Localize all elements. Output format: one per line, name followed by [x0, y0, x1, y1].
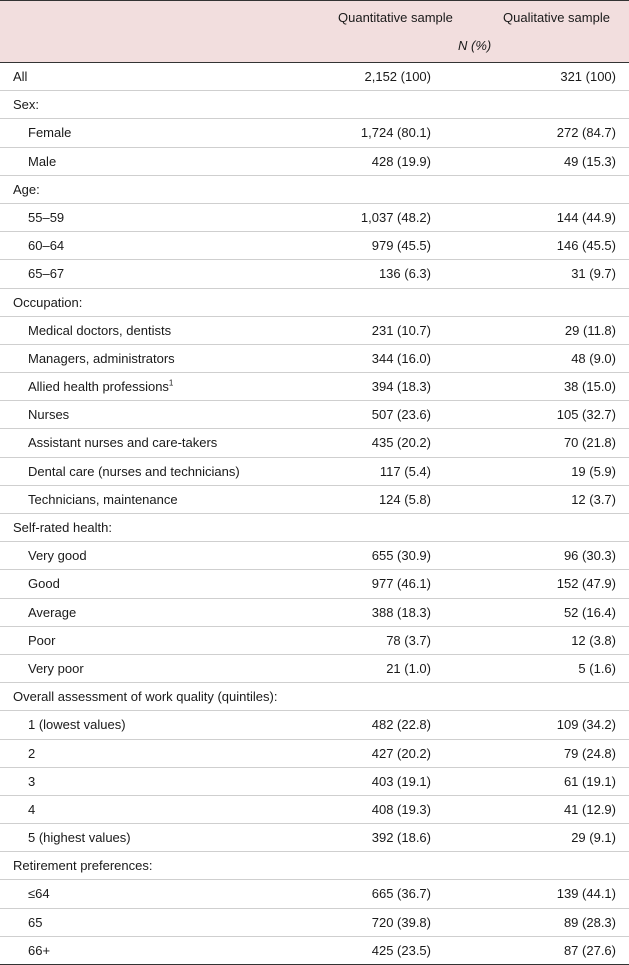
table-row — [0, 740, 629, 768]
table-row — [0, 486, 629, 514]
table-row — [0, 232, 629, 260]
quantitative-value: 344 (16.0) — [371, 350, 431, 366]
row-label — [28, 351, 175, 366]
row-label-text: Allied health professions — [28, 379, 169, 395]
table-row — [0, 458, 629, 486]
row-label — [13, 182, 40, 197]
quantitative-value: 392 (18.6) — [371, 830, 431, 846]
qualitative-value: 52 (16.4) — [563, 604, 616, 620]
footnote-marker: 1 — [168, 378, 174, 388]
table-row — [0, 401, 629, 429]
table-row — [0, 429, 629, 457]
quantitative-value: 403 (19.1) — [371, 773, 431, 789]
qualitative-value: 89 (28.3) — [563, 914, 616, 930]
header-unit-n: N — [458, 38, 468, 53]
quantitative-value: 117 (5.4) — [379, 463, 431, 479]
row-label — [28, 125, 71, 140]
qualitative-value: 105 (32.7) — [556, 407, 616, 423]
qualitative-value: 48 (9.0) — [571, 350, 616, 366]
table-row — [0, 260, 629, 288]
qualitative-value: 146 (45.5) — [556, 238, 616, 254]
row-label — [28, 774, 35, 789]
row-label-text: 4 — [28, 801, 36, 817]
qualitative-value: 29 (9.1) — [571, 830, 616, 846]
qualitative-value: 96 (30.3) — [563, 548, 616, 564]
row-label-text: 3 — [28, 773, 36, 789]
table-row — [0, 345, 629, 373]
row-label-text: Medical doctors, dentists — [28, 322, 172, 338]
qualitative-value: 61 (19.1) — [563, 773, 616, 789]
table-row — [0, 204, 629, 232]
row-label — [28, 802, 35, 817]
row-label-text: 1 (lowest values) — [28, 717, 126, 733]
row-label — [28, 266, 64, 281]
qualitative-value: 19 (5.9) — [571, 463, 616, 479]
table-section-row — [0, 852, 629, 880]
quantitative-value: 124 (5.8) — [378, 491, 431, 507]
table-row — [0, 796, 629, 824]
row-label-text: Occupation: — [13, 294, 83, 310]
row-label — [13, 295, 82, 310]
qualitative-value: 321 (100) — [560, 69, 616, 84]
row-label-text: ≤64 — [28, 886, 50, 902]
row-label — [13, 69, 27, 84]
table-row — [0, 711, 629, 739]
table-section-row — [0, 91, 629, 119]
table-row — [0, 655, 629, 683]
row-label-text: Overall assessment of work quality (quintiles): — [13, 689, 278, 705]
quantitative-value: 427 (20.2) — [371, 745, 431, 761]
row-label-text: Dental care (nurses and technicians) — [28, 463, 240, 479]
row-label-text: Sex: — [13, 97, 40, 113]
qualitative-value: 41 (12.9) — [563, 801, 616, 817]
table-row — [0, 599, 629, 627]
quantitative-value: 1,037 (48.2) — [360, 209, 431, 225]
quantitative-value: 388 (18.3) — [371, 604, 431, 620]
table-row — [0, 768, 629, 796]
header-quantitative-sample: Quantitative sample — [338, 10, 453, 25]
table-header — [0, 0, 629, 63]
table-row — [0, 880, 629, 908]
row-label-text: Female — [28, 125, 72, 141]
qualitative-value: 152 (47.9) — [556, 576, 616, 592]
table-row — [0, 570, 629, 598]
table-row — [0, 627, 629, 655]
header-unit — [458, 38, 491, 53]
header-unit-pct: (%) — [471, 38, 492, 53]
row-label-text: 55–59 — [28, 209, 65, 225]
row-label-text: Assistant nurses and care-takers — [28, 435, 218, 451]
quantitative-value: 979 (45.5) — [371, 238, 431, 254]
row-label — [28, 915, 42, 930]
row-label — [28, 661, 84, 676]
row-label — [13, 97, 39, 112]
qualitative-value: 79 (24.8) — [563, 745, 616, 761]
quantitative-value: 394 (18.3) — [371, 379, 431, 395]
qualitative-value: 12 (3.7) — [571, 491, 616, 507]
row-label — [28, 379, 173, 394]
table-row — [0, 63, 629, 91]
row-label-text: 60–64 — [28, 238, 65, 254]
qualitative-value: 38 (15.0) — [563, 379, 616, 395]
qualitative-value: 87 (27.6) — [563, 942, 616, 958]
table-row — [0, 373, 629, 401]
table-section-row — [0, 514, 629, 542]
row-label — [28, 746, 35, 761]
row-label-text: Managers, administrators — [28, 350, 175, 366]
row-label — [28, 943, 50, 958]
quantitative-value: 665 (36.7) — [371, 886, 431, 902]
quantitative-value: 425 (23.5) — [371, 942, 431, 958]
row-label-text: Age: — [13, 181, 40, 197]
row-label — [28, 407, 69, 422]
qualitative-value: 70 (21.8) — [563, 435, 616, 451]
row-label — [28, 323, 171, 338]
row-label — [13, 858, 152, 873]
quantitative-value: 21 (1.0) — [386, 660, 431, 676]
row-label-text: 5 (highest values) — [28, 830, 131, 846]
quantitative-value: 136 (6.3) — [378, 266, 431, 282]
quantitative-value: 977 (46.1) — [371, 576, 431, 592]
row-label-text: 65–67 — [28, 266, 65, 282]
qualitative-value: 272 (84.7) — [556, 125, 616, 141]
qualitative-value: 5 (1.6) — [578, 660, 616, 676]
row-label-text: Nurses — [28, 407, 70, 423]
row-label — [28, 492, 178, 507]
quantitative-value: 428 (19.9) — [371, 153, 431, 169]
row-label — [28, 210, 64, 225]
row-label-text: Good — [28, 576, 60, 592]
qualitative-value: 49 (15.3) — [563, 153, 616, 169]
qualitative-value: 29 (11.8) — [564, 322, 616, 338]
quantitative-value: 1,724 (80.1) — [360, 125, 431, 141]
row-label-text: Very poor — [28, 660, 84, 676]
row-label — [28, 154, 56, 169]
quantitative-value: 655 (30.9) — [371, 548, 431, 564]
quantitative-value: 78 (3.7) — [386, 632, 431, 648]
row-label-text: 65 — [28, 914, 43, 930]
row-label-text: Male — [28, 153, 57, 169]
row-label — [28, 435, 217, 450]
row-label — [28, 548, 87, 563]
row-label — [13, 689, 277, 704]
quantitative-value: 507 (23.6) — [371, 407, 431, 423]
table-row — [0, 824, 629, 852]
row-label — [28, 238, 64, 253]
quantitative-value: 231 (10.7) — [371, 322, 431, 338]
table-row — [0, 317, 629, 345]
qualitative-value: 31 (9.7) — [571, 266, 616, 282]
row-label — [13, 520, 112, 535]
quantitative-value: 720 (39.8) — [371, 914, 431, 930]
row-label-text: 66+ — [28, 942, 51, 958]
row-label-text: Poor — [28, 632, 56, 648]
row-label — [28, 633, 55, 648]
table-row — [0, 909, 629, 937]
table-row — [0, 542, 629, 570]
row-label-text: Average — [28, 604, 77, 620]
quantitative-value: 482 (22.8) — [371, 717, 431, 733]
table-row — [0, 119, 629, 147]
row-label — [28, 717, 126, 732]
quantitative-value: 408 (19.3) — [371, 801, 431, 817]
qualitative-value: 109 (34.2) — [556, 717, 616, 733]
table-row — [0, 148, 629, 176]
row-label — [28, 605, 76, 620]
row-label-text: 2 — [28, 745, 36, 761]
qualitative-value: 139 (44.1) — [556, 886, 616, 902]
quantitative-value: 2,152 (100) — [364, 69, 431, 84]
row-label — [28, 886, 50, 901]
table-body — [0, 63, 629, 965]
row-label-text: Technicians, maintenance — [28, 491, 178, 507]
qualitative-value: 144 (44.9) — [556, 209, 616, 225]
table-section-row — [0, 289, 629, 317]
row-label-text: Very good — [28, 548, 87, 564]
row-label — [28, 464, 240, 479]
row-label-text: All — [13, 69, 28, 84]
row-label — [28, 830, 131, 845]
header-qualitative-sample: Qualitative sample — [503, 10, 610, 25]
table-row — [0, 937, 629, 965]
row-label — [28, 576, 60, 591]
quantitative-value: 435 (20.2) — [371, 435, 431, 451]
qualitative-value: 12 (3.8) — [571, 632, 616, 648]
row-label-text: Retirement preferences: — [13, 858, 153, 874]
table-section-row — [0, 683, 629, 711]
row-label-text: Self-rated health: — [13, 520, 113, 535]
table-section-row — [0, 176, 629, 204]
